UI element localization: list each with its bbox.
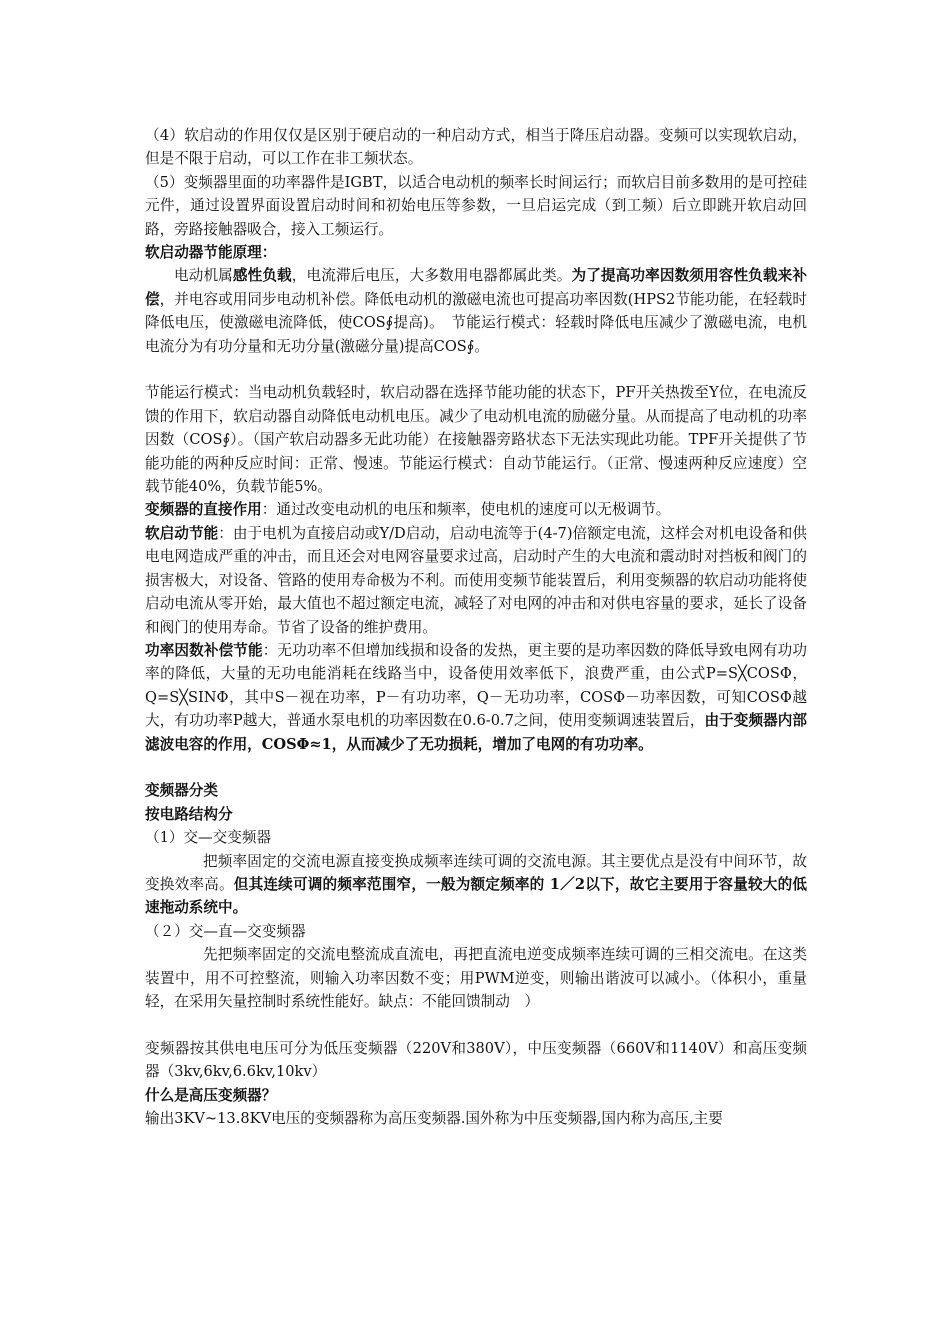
heading-soft-starter-energy-saving: 软启动器节能原理：: [145, 244, 277, 262]
paragraph-power-devices: （5）变频器里面的功率器件是IGBT，以适合电动机的频率长时间运行；而软启目前多数用的是可控硅元件，通过设置界面设置启动时间和初始电压等参数，一旦启运完成（到工频）后立即跳开软启动回路，旁路接触器吸合，接入工频运行。: [145, 173, 807, 238]
bold-text: 感性负载: [232, 267, 292, 285]
paragraph-ac-ac: [145, 850, 807, 920]
bold-text: 为了提高功率因数须用容性负载来补偿: [145, 267, 807, 308]
text: 电动机属: [174, 267, 233, 285]
subheading-ac-ac: （1）交—交变频器: [145, 829, 272, 847]
paragraph-hv-vfd: 输出3KV~13.8KV电压的变频器称为高压变频器.国外称为中压变频器,国内称为高压,主要: [145, 1110, 723, 1128]
text: ：无功功率不但增加线损和设备的发热，更主要的是功率因数的降低导致电网有功功率的降低，大量的无功电能消耗在线路当中，设备使用效率低下，浪费严重，由公式P=S╳COSΦ，Q=S╳SINΦ，其中S－视在功率，P－有功功率，Q－无功功率，COSΦ－功率因数，可知COSΦ越大，有功功率P越大，普通水泵电机的功率因数在0.6-0.7之间，使用变频调速装置后，: [145, 641, 807, 730]
bold-text: 但其连续可调的频率范围窄，一般为额定频率的 1／2以下，故它主要用于容量较大的低速拖动系统中。: [145, 875, 807, 917]
paragraph-voltage-classes: 变频器按其供电电压可分为低压变频器（220V和380V），中压变频器（660V和1140V）和高压变频器（3kv,6kv,6.6kv,10kv）: [145, 1039, 807, 1081]
text: ：通过改变电动机的电压和频率，使电机的速度可以无极调节。: [261, 501, 671, 519]
document-page: [145, 124, 807, 1130]
paragraph-inductive-load: [145, 264, 807, 358]
blank-line: [145, 1013, 807, 1036]
blank-line: [145, 756, 807, 779]
text: 把频率固定的交流电源直接变换成频率连续可调的交流电源。其主要优点是没有中间环节，故变换效率高。: [145, 852, 807, 893]
text: ，电流滞后电压，大多数用电器都属此类。: [291, 267, 572, 285]
bold-text: 由于变频器内部滤波电容的作用，COSΦ≈1，从而减少了无功损耗，增加了电网的有功功率。: [145, 712, 807, 753]
heading-what-is-hv-vfd: 什么是高压变频器？: [145, 1086, 277, 1104]
paragraph-vfd-direct-role: [145, 498, 807, 521]
paragraph-energy-saving-mode: 节能运行模式：当电动机负载轻时，软启动器在选择节能功能的状态下，PF开关热拨至Y位，在电流反馈的作用下，软启动器自动降低电动机电压。减少了电动机电流的励磁分量。从而提高了电动机的功率因数（COS∮）。（国产软启动器多无此功能）在接触器旁路状态下无法实现此功能。TPF开关提供了节能功能的两种反应时间：正常、慢速。节能运行模式：自动节能运行。（正常、慢速两种反应速度）空载节能40%，负载节能5%。: [145, 384, 807, 496]
text: ：由于电机为直接启动或Y/D启动，启动电流等于(4-7)倍额定电流，这样会对机电设备和供电电网造成严重的冲击，而且还会对电网容量要求过高，启动时产生的大电流和震动时对挡板和阀门的损害极大，对设备、管路的使用寿命极为不利。而使用变频节能装置后，利用变频器的软启动功能将使启动电流从零开始，最大值也不超过额定电流，减轻了对电网的冲击和对供电容量的要求，延长了设备和阀门的使用寿命。节省了设备的维护费用。: [145, 524, 807, 636]
bold-text: 功率因数补偿节能: [145, 641, 263, 659]
bold-text: 软启动节能: [145, 524, 219, 542]
heading-vfd-classification: 变频器分类: [145, 782, 218, 800]
text: ，并电容或用同步电动机补偿。降低电动机的激磁电流也可提高功率因数(HPS2节能功能，在轻载时降低电压，使激磁电流降低，使COS∮提高)。 节能运行模式：轻载时降低电压减少了激磁电流，电机电流分为有功分量和无功分量(激磁分量)提高COS∮。: [145, 290, 807, 355]
paragraph-ac-dc-ac: 先把频率固定的交流电整流成直流电，再把直流电逆变成频率连续可调的三相交流电。在这类装置中，用不可控整流，则输入功率因数不变；用PWM逆变，则输出谐波可以减小。（体积小，重量轻，在采用矢量控制时系统性能好。缺点：不能回馈制动 ）: [145, 946, 807, 1010]
blank-line: [145, 358, 807, 381]
subheading-ac-dc-ac: （２）交—直—交变频器: [145, 922, 306, 940]
bold-text: 变频器的直接作用: [145, 501, 262, 519]
paragraph-soft-start-saving: [145, 522, 807, 639]
paragraph-power-factor-saving: [145, 639, 807, 756]
paragraph-soft-start-role: （4）软启动的作用仅仅是区别于硬启动的一种启动方式，相当于降压启动器。变频可以实现软启动，但是不限于启动，可以工作在非工频状态。: [145, 127, 807, 168]
heading-by-circuit-structure: 按电路结构分: [145, 805, 233, 823]
